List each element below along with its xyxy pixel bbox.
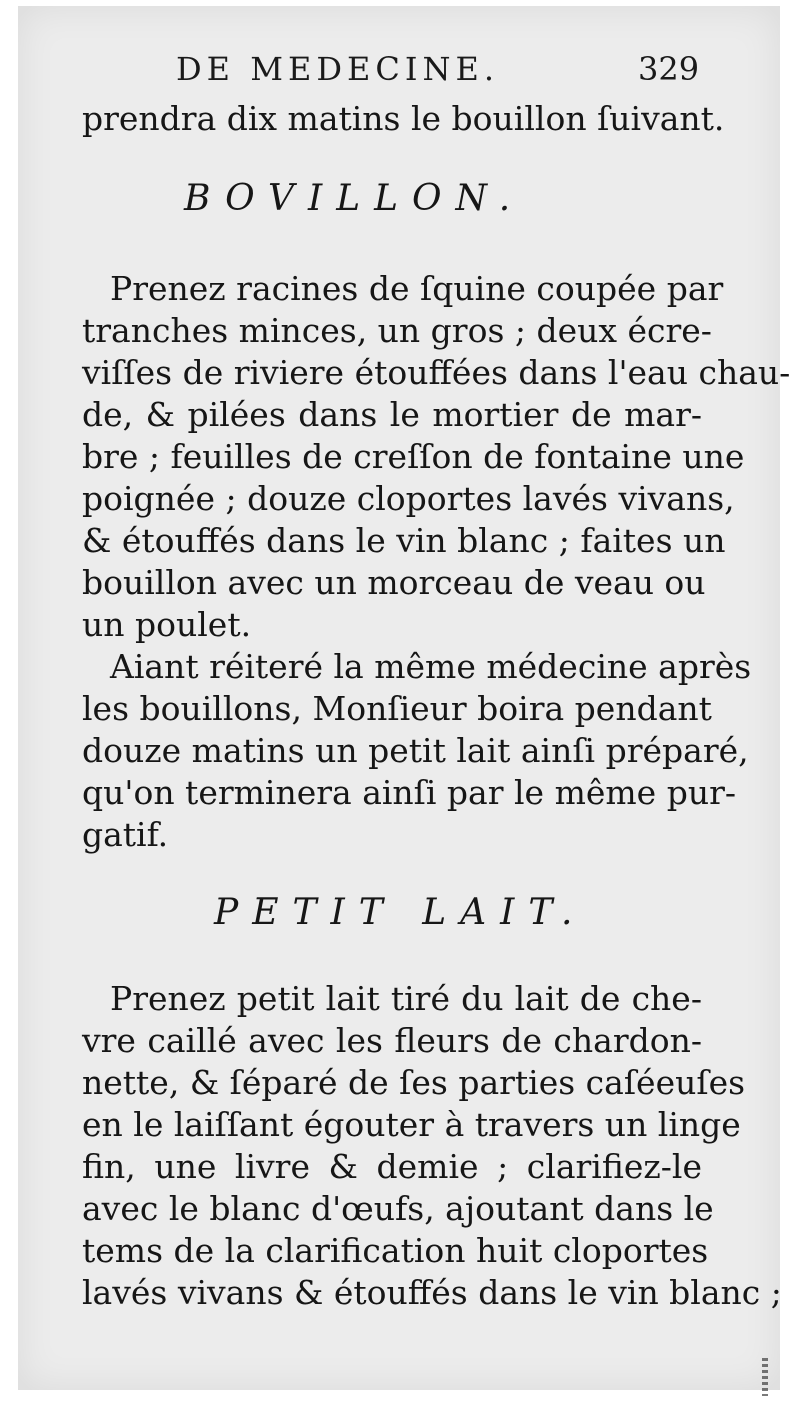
text-line: viſſes de riviere étouffées dans l'eau chau- xyxy=(82,353,791,392)
text-line: Aiant réiteré la même médecine après xyxy=(110,647,752,686)
text-line: avec le blanc d'œufs, ajoutant dans le xyxy=(82,1189,714,1228)
scan-artifact xyxy=(762,1358,768,1396)
section-heading-bouillon: BOVILLON. xyxy=(184,178,525,219)
section-heading-petit-lait: PETIT LAIT. xyxy=(214,892,587,933)
scan-margin xyxy=(0,0,18,1402)
text-line: douze matins un petit lait ainſi préparé, xyxy=(82,731,749,770)
page-number: 329 xyxy=(638,50,700,88)
text-line: de, & pilées dans le mortier de mar- xyxy=(82,395,702,434)
text-line: un poulet. xyxy=(82,605,252,644)
text-line: lavés vivans & étouffés dans le vin blanc ; xyxy=(82,1273,782,1312)
text-line: en le laiſſant égouter à travers un linge xyxy=(82,1105,741,1144)
text-line: tranches minces, un gros ; deux écre- xyxy=(82,311,712,350)
running-head: DE MEDECINE. xyxy=(176,50,499,88)
text-line: bre ; feuilles de creſſon de fontaine une xyxy=(82,437,745,476)
text-line: fin, une livre & demie ; clarifiez-le xyxy=(82,1147,702,1186)
text-line: bouillon avec un morceau de veau ou xyxy=(82,563,706,602)
text-line: Prenez racines de ſquine coupée par xyxy=(110,269,724,308)
text-line: gatif. xyxy=(82,815,169,854)
text-line: & étouffés dans le vin blanc ; faites un xyxy=(82,521,726,560)
book-page xyxy=(18,6,791,1390)
text-line: tems de la clarification huit cloportes xyxy=(82,1231,709,1270)
text-line: les bouillons, Monſieur boira pendant xyxy=(82,689,712,728)
text-line: qu'on terminera ainſi par le même pur- xyxy=(82,773,737,812)
text-line: poignée ; douze cloportes lavés vivans, xyxy=(82,479,735,518)
intro-line: prendra dix matins le bouillon ſuivant. xyxy=(82,99,725,138)
text-line: Prenez petit lait tiré du lait de che- xyxy=(110,979,702,1018)
page-header xyxy=(176,50,700,96)
text-line: vre caillé avec les fleurs de chardon- xyxy=(82,1021,702,1060)
text-line: nette, & ſéparé de ſes parties caſéeuſes xyxy=(82,1063,746,1102)
